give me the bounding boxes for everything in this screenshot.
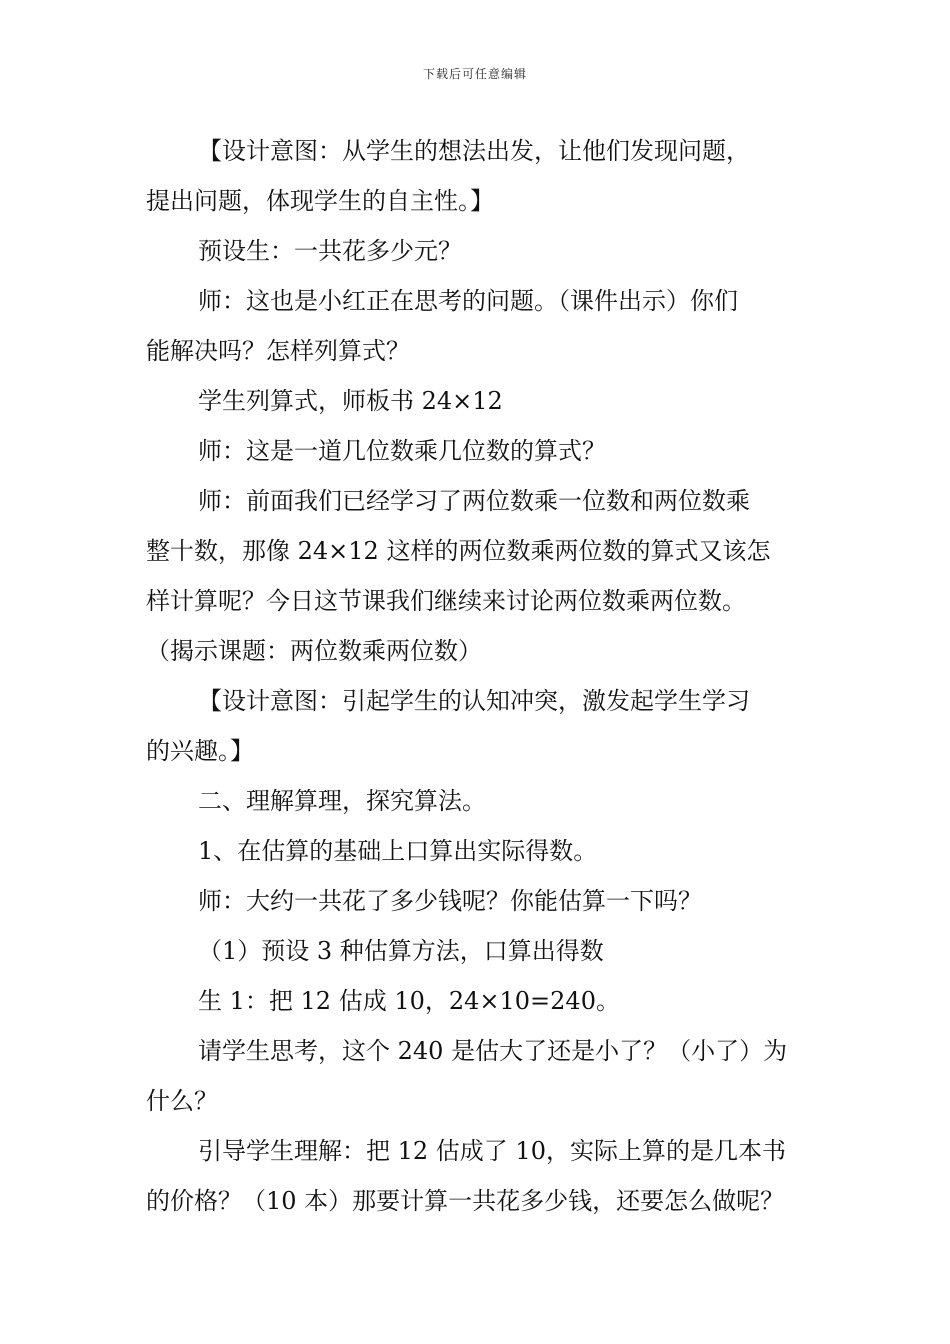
design-intent-2-line-1: 【设计意图：引起学生的认知冲突，激发起学生学习: [198, 687, 750, 715]
guide-line: 引导学生理解：把 12 估成了 10，实际上算的是几本书: [198, 1137, 786, 1165]
preset-methods-line: （1）预设 3 种估算方法，口算出得数: [198, 937, 604, 965]
step-1-heading: 1、在估算的基础上口算出实际得数。: [198, 837, 598, 865]
design-intent-2-line-2: 的兴趣。】: [146, 737, 254, 765]
preset-student-question: 预设生：一共花多少元？: [198, 237, 462, 265]
document-body: [146, 126, 808, 1226]
teacher-line-2-cont-1: 整十数，那像 24×12 这样的两位数乘两位数的算式又该怎: [146, 537, 771, 565]
teacher-line-2: 师：前面我们已经学习了两位数乘一位数和两位数乘: [198, 487, 750, 515]
design-intent-line-1: 【设计意图：从学生的想法出发，让他们发现问题，: [198, 137, 750, 165]
teacher-estimate-question: 师：大约一共花了多少钱呢？你能估算一下吗？: [198, 887, 702, 915]
teacher-question-line: 师：这是一道几位数乘几位数的算式？: [198, 437, 606, 465]
guide-line-cont: 的价格？（10 本）那要计算一共花多少钱，还要怎么做呢？: [146, 1187, 785, 1215]
page-header: 下载后可任意编辑: [422, 67, 527, 81]
think-question-line: 请学生思考，这个 240 是估大了还是小了？（小了）为: [198, 1037, 788, 1065]
teacher-line-1: 师：这也是小红正在思考的问题。（课件出示）你们: [198, 287, 738, 315]
design-intent-line-2: 提出问题，体现学生的自主性。】: [146, 187, 494, 215]
teacher-line-2-cont-2: 样计算呢？今日这节课我们继续来讨论两位数乘两位数。: [146, 587, 746, 615]
think-question-cont: 什么？: [146, 1087, 218, 1115]
teacher-line-1-cont: 能解决吗？怎样列算式？: [146, 337, 410, 365]
topic-reveal-line: （揭示课题：两位数乘两位数）: [146, 637, 482, 665]
student-formula-line: 学生列算式，师板书 24×12: [198, 387, 503, 415]
student-1-method: 生 1：把 12 估成 10，24×10=240。: [198, 987, 620, 1015]
section-heading-2: 二、理解算理，探究算法。: [198, 787, 486, 815]
